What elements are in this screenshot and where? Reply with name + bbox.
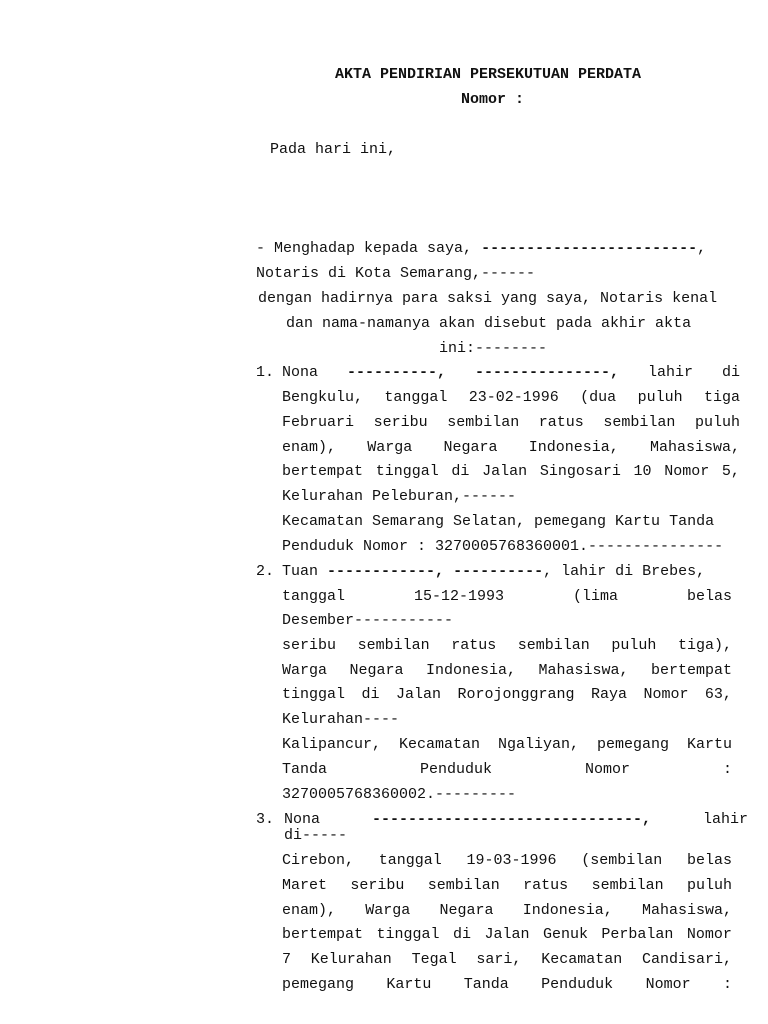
word: 23-02-1996 [468, 389, 559, 406]
word: puluh [637, 389, 683, 406]
word: Nomor [643, 686, 689, 703]
party-1-number: 1. [256, 364, 275, 381]
party-3-line [282, 902, 732, 920]
word: Negara [349, 662, 404, 679]
appear-comma: , [697, 240, 707, 257]
word: seribu [282, 637, 337, 654]
party-2-line [282, 736, 732, 754]
party-2-title: Tuan [282, 563, 328, 580]
party-2-line: Desember----------- [282, 612, 454, 629]
document-title: AKTA PENDIRIAN PERSEKUTUAN PERDATA [335, 66, 642, 83]
word: : [722, 761, 732, 778]
word: sembilan [603, 414, 676, 431]
word: Tanda [282, 761, 328, 778]
word: Kalipancur, [282, 736, 382, 753]
word: Februari [282, 414, 355, 431]
word: seribu [350, 877, 405, 894]
word: Warga [282, 662, 328, 679]
word: ratus [538, 414, 584, 431]
word: puluh [686, 877, 732, 894]
word: Genuk [542, 926, 588, 943]
word: sembilan [427, 877, 500, 894]
party-3-blank: ------------------------------, [371, 811, 652, 828]
word: Mahasiswa, [538, 662, 629, 679]
party-2-blank-2: ---------- [453, 563, 544, 580]
word: Penduduk [541, 976, 614, 993]
appear-line-2: Notaris di Kota Semarang,------ [256, 265, 536, 282]
appear-text: Menghadap kepada saya, [274, 240, 482, 257]
word: Singosari [539, 463, 621, 480]
word: Nomor [686, 926, 732, 943]
appear-dash: - [256, 240, 266, 257]
party-1-title: Nona [282, 364, 319, 381]
word: sari, [476, 951, 522, 968]
word: 63, [704, 686, 732, 703]
word: Maret [282, 877, 328, 894]
word: Tanda [463, 976, 509, 993]
word: 19-03-1996 [466, 852, 557, 869]
word: (lima [572, 588, 618, 605]
word: Nomor [664, 463, 710, 480]
word: tanggal [378, 852, 442, 869]
word: Indonesia, [522, 902, 613, 919]
party-1-blank-2: ---------------, [474, 364, 620, 381]
party-1-line [282, 439, 740, 457]
word: : [722, 976, 732, 993]
word: seribu [373, 414, 428, 431]
word: Jalan [482, 463, 528, 480]
word: Kartu [686, 736, 732, 753]
word: Raya [590, 686, 627, 703]
party-1-line: Kecamatan Semarang Selatan, pemegang Kartu Tanda [282, 513, 715, 530]
notary-name-blank: ------------------------ [481, 240, 698, 257]
word: belas [686, 852, 732, 869]
appear-line-4: dan nama-namanya akan disebut pada akhir akta [286, 315, 692, 332]
word: enam), [282, 439, 337, 456]
word: bertempat [282, 926, 364, 943]
word: puluh [611, 637, 657, 654]
word: bertempat [282, 463, 364, 480]
word: tinggal [282, 686, 346, 703]
opening-text: Pada hari ini, [270, 141, 397, 158]
party-1-line: Kelurahan Peleburan,------ [282, 488, 517, 505]
word: tinggal [375, 463, 439, 480]
word: Cirebon, [282, 852, 355, 869]
word: (dua [580, 389, 617, 406]
word: Indonesia, [425, 662, 516, 679]
word: Bengkulu, [282, 389, 364, 406]
word: enam), [282, 902, 337, 919]
party-2-line [282, 686, 732, 704]
word: (sembilan [581, 852, 663, 869]
word: 5, [721, 463, 740, 480]
appear-line-5: ini:-------- [439, 340, 548, 357]
word: puluh [694, 414, 740, 431]
party-3-line [282, 951, 732, 969]
word: Nomor [645, 976, 691, 993]
party-3-line [282, 852, 732, 870]
word: Jalan [395, 686, 441, 703]
party-2-line: 3270005768360002.--------- [282, 786, 517, 803]
party-3-head [284, 811, 748, 829]
word: di [451, 463, 470, 480]
word: di [452, 926, 471, 943]
word: Rorojonggrang [457, 686, 575, 703]
word: Kartu [386, 976, 432, 993]
word: tiga [703, 389, 740, 406]
party-1-lahir: lahir [647, 364, 693, 381]
word: bertempat [650, 662, 732, 679]
appear-line-3: dengan hadirnya para saksi yang saya, Notaris kenal [258, 290, 718, 307]
party-1-line: Penduduk Nomor : 3270005768360001.--------------- [282, 538, 724, 555]
word: Warga [365, 902, 411, 919]
word: tanggal [282, 588, 346, 605]
party-3-number: 3. [256, 811, 275, 828]
party-2-comma: , [435, 563, 454, 580]
party-2-number: 2. [256, 563, 275, 580]
party-3-lahir: lahir [702, 811, 748, 828]
word: belas [686, 588, 732, 605]
word: ratus [451, 637, 497, 654]
party-1-line [282, 463, 740, 481]
word: sembilan [447, 414, 520, 431]
word: sembilan [591, 877, 664, 894]
word: tiga), [677, 637, 732, 654]
word: Mahasiswa, [649, 439, 740, 456]
party-2-head [282, 563, 705, 581]
word: Tegal [411, 951, 457, 968]
word: pemegang [596, 736, 669, 753]
word: Mahasiswa, [641, 902, 732, 919]
word: Perbalan [601, 926, 674, 943]
party-2-date-line [282, 588, 732, 606]
word: Kecamatan [541, 951, 623, 968]
party-3-line [282, 926, 732, 944]
party-2-rest: , lahir di Brebes, [543, 563, 706, 580]
word: di [361, 686, 380, 703]
party-2-line [282, 662, 732, 680]
word: sembilan [357, 637, 430, 654]
appear-line-1 [256, 240, 706, 258]
party-1-line [282, 389, 740, 407]
document-number-label: Nomor : [461, 91, 525, 108]
word: Jalan [484, 926, 530, 943]
word: sembilan [517, 637, 590, 654]
party-2-line [282, 637, 732, 655]
party-2-line: Kelurahan---- [282, 711, 400, 728]
word: pemegang [282, 976, 355, 993]
word: Negara [443, 439, 498, 456]
party-2-line-id [282, 761, 732, 779]
word: Indonesia, [528, 439, 619, 456]
word: 10 [633, 463, 652, 480]
party-2-blank-1: ------------ [327, 563, 436, 580]
word: Nomor [584, 761, 630, 778]
party-3-di: di----- [284, 827, 348, 844]
word: tanggal [384, 389, 448, 406]
party-1-head [282, 364, 740, 382]
party-1-line [282, 414, 740, 432]
party-1-blank-1: ----------, [346, 364, 447, 381]
word: Kelurahan [310, 951, 392, 968]
party-3-line [282, 976, 732, 994]
party-3-line [282, 877, 732, 895]
word: Warga [367, 439, 413, 456]
word: 15-12-1993 [413, 588, 504, 605]
word: ratus [523, 877, 569, 894]
word: Negara [439, 902, 494, 919]
party-1-di: di [721, 364, 740, 381]
word: 7 [282, 951, 292, 968]
word: Ngaliyan, [497, 736, 579, 753]
word: tinggal [376, 926, 440, 943]
word: Penduduk [419, 761, 492, 778]
word: Kecamatan [399, 736, 481, 753]
word: Candisari, [641, 951, 732, 968]
party-3-title: Nona [284, 811, 321, 828]
